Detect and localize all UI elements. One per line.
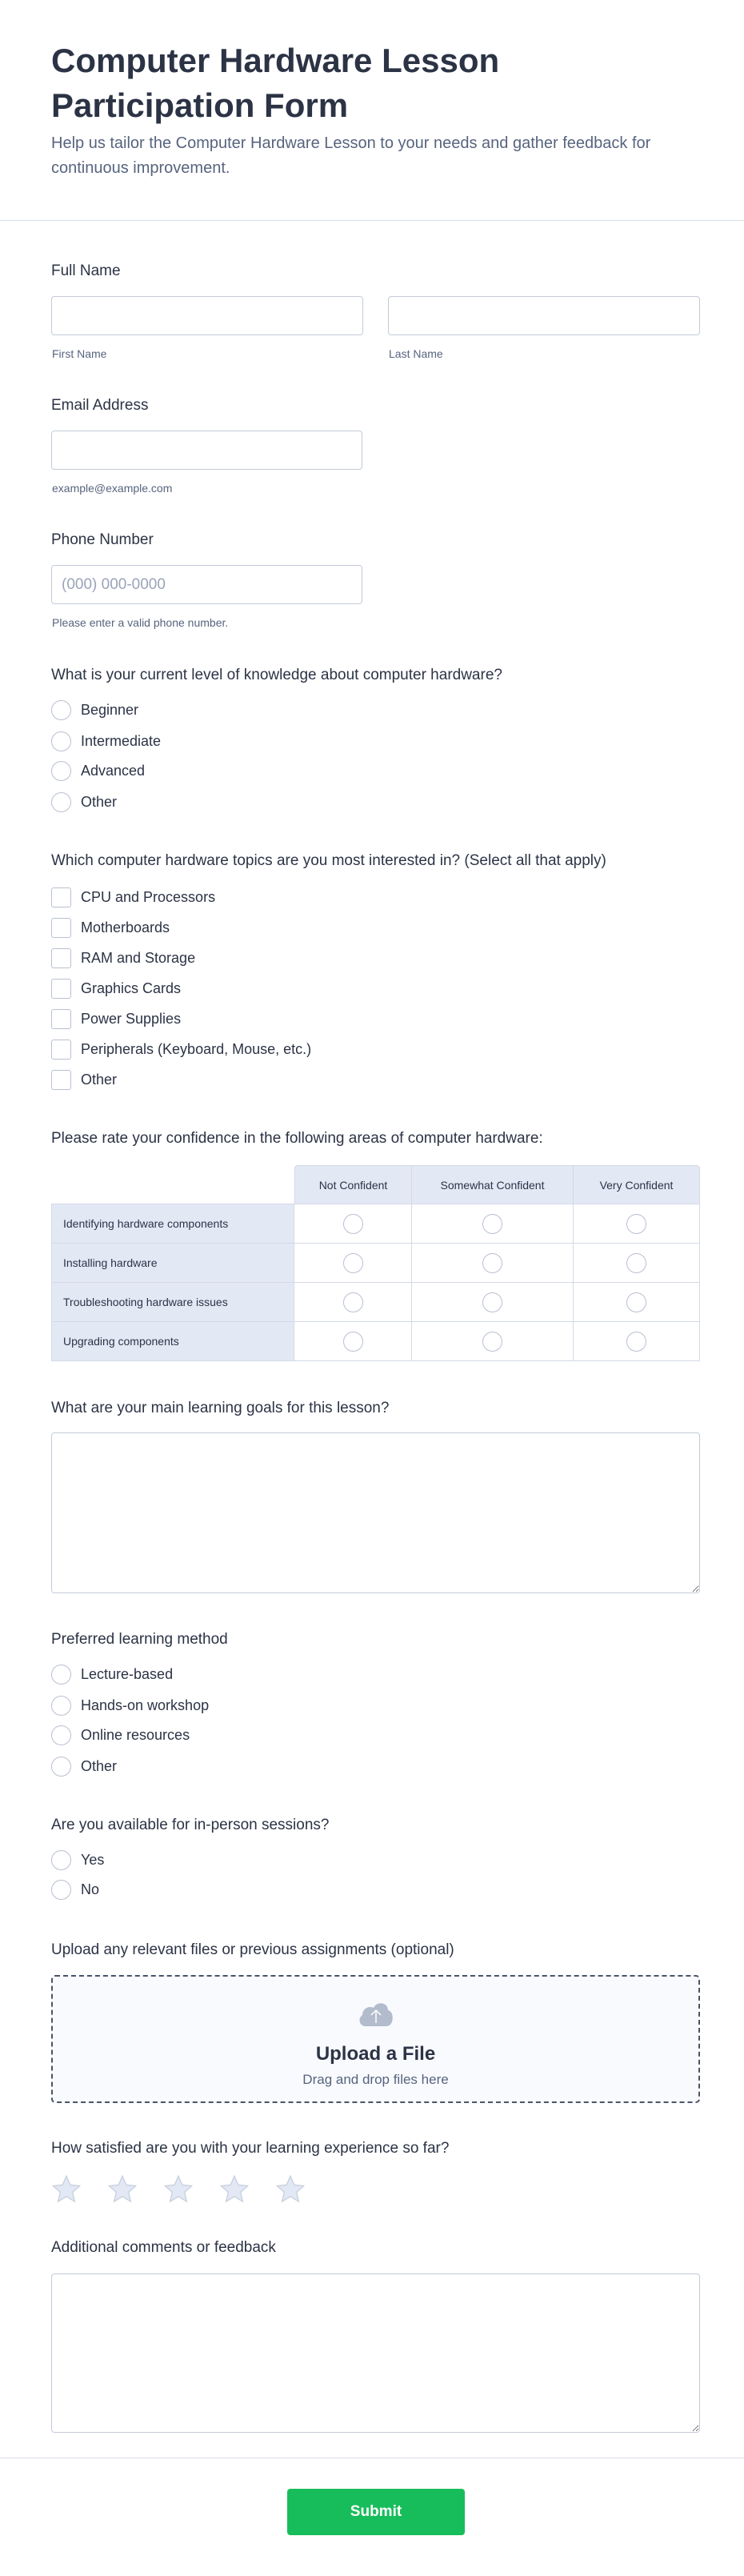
topic-option[interactable] (51, 1068, 117, 1091)
phone-sublabel: Please enter a valid phone number. (52, 616, 229, 629)
topic-option[interactable] (51, 916, 170, 939)
option-label: Yes (81, 1851, 105, 1868)
full-name-label: Full Name (51, 262, 121, 279)
option-label: Power Supplies (81, 1010, 182, 1027)
file-upload-dropzone[interactable] (51, 1975, 700, 2103)
star-icon[interactable] (218, 2173, 250, 2205)
radio-button[interactable] (482, 1214, 502, 1234)
available-option[interactable] (51, 1878, 99, 1901)
checkbox[interactable] (51, 948, 71, 968)
knowledge-option[interactable] (51, 699, 138, 721)
knowledge-label: What is your current level of knowledge about computer hardware? (51, 667, 502, 683)
radio-button[interactable] (343, 1253, 363, 1273)
option-label: Intermediate (81, 732, 162, 749)
star-icon[interactable] (106, 2173, 138, 2205)
available-option[interactable] (51, 1849, 104, 1871)
radio-button[interactable] (51, 731, 71, 751)
option-label: Other (81, 1757, 118, 1774)
option-label: Beginner (81, 701, 139, 718)
topic-option[interactable] (51, 1008, 181, 1030)
phone-label: Phone Number (51, 531, 154, 548)
matrix-corner (51, 1165, 294, 1204)
checkbox[interactable] (51, 979, 71, 999)
option-label: Motherboards (81, 919, 170, 935)
radio-button[interactable] (343, 1214, 363, 1234)
checkbox[interactable] (51, 1009, 71, 1029)
email-sublabel: example@example.com (52, 482, 173, 495)
option-label: Other (81, 793, 118, 810)
radio-button[interactable] (51, 792, 71, 812)
radio-button[interactable] (626, 1253, 646, 1273)
first-name-sublabel: First Name (52, 347, 107, 360)
goals-label: What are your main learning goals for this lesson? (51, 1400, 390, 1416)
radio-button[interactable] (482, 1332, 502, 1352)
radio-button[interactable] (343, 1292, 363, 1312)
topic-option[interactable] (51, 1038, 311, 1060)
phone-placeholder: (000) 000-0000 (62, 575, 166, 593)
star-icon[interactable] (50, 2173, 82, 2205)
topic-option[interactable] (51, 886, 215, 908)
option-label: Graphics Cards (81, 980, 182, 996)
matrix-row (51, 1204, 700, 1244)
cloud-upload-icon (356, 1999, 396, 2028)
matrix-row (51, 1322, 700, 1361)
submit-button[interactable]: Submit (287, 2489, 465, 2535)
topic-option[interactable] (51, 977, 181, 1000)
radio-button[interactable] (51, 700, 71, 720)
radio-button[interactable] (51, 1725, 71, 1745)
radio-button[interactable] (626, 1292, 646, 1312)
method-option[interactable] (51, 1694, 209, 1717)
upload-subtitle: Drag and drop files here (302, 2072, 449, 2087)
row-label: Troubleshooting hardware issues (51, 1283, 294, 1322)
checkbox[interactable] (51, 1070, 71, 1090)
column-header: Somewhat Confident (412, 1165, 574, 1204)
option-label: Peripherals (Keyboard, Mouse, etc.) (81, 1040, 312, 1057)
confidence-label: Please rate your confidence in the following areas of computer hardware: (51, 1130, 543, 1147)
star-icon[interactable] (162, 2173, 194, 2205)
method-label: Preferred learning method (51, 1631, 228, 1648)
upload-title: Upload a File (315, 2043, 436, 2065)
option-label: Online resources (81, 1726, 190, 1743)
knowledge-option[interactable] (51, 791, 117, 813)
email-input[interactable] (51, 431, 362, 470)
row-label: Identifying hardware components (51, 1204, 294, 1244)
radio-button[interactable] (51, 1757, 71, 1777)
comments-textarea[interactable] (51, 2274, 700, 2433)
matrix-row (51, 1283, 700, 1322)
phone-input[interactable] (51, 565, 362, 604)
first-name-input[interactable] (51, 296, 363, 335)
method-option[interactable] (51, 1755, 117, 1777)
available-label: Are you available for in-person sessions? (51, 1817, 330, 1833)
method-option[interactable] (51, 1663, 173, 1685)
radio-button[interactable] (343, 1332, 363, 1352)
topic-option[interactable] (51, 947, 195, 969)
confidence-matrix (51, 1165, 700, 1361)
radio-button[interactable] (51, 1880, 71, 1900)
column-header: Not Confident (294, 1165, 412, 1204)
row-label: Installing hardware (51, 1244, 294, 1283)
radio-button[interactable] (626, 1214, 646, 1234)
radio-button[interactable] (51, 1665, 71, 1685)
matrix-row (51, 1244, 700, 1283)
checkbox[interactable] (51, 1040, 71, 1060)
radio-button[interactable] (51, 1850, 71, 1870)
header-divider (0, 220, 744, 221)
radio-button[interactable] (51, 761, 71, 781)
option-label: Advanced (81, 762, 146, 779)
radio-button[interactable] (51, 1696, 71, 1716)
last-name-input[interactable] (388, 296, 700, 335)
knowledge-option[interactable] (51, 730, 161, 752)
option-label: Other (81, 1071, 118, 1088)
checkbox[interactable] (51, 918, 71, 938)
star-icon[interactable] (274, 2173, 306, 2205)
email-label: Email Address (51, 397, 149, 414)
radio-button[interactable] (626, 1332, 646, 1352)
knowledge-option[interactable] (51, 759, 145, 782)
option-label: CPU and Processors (81, 888, 216, 905)
form-description: Help us tailor the Computer Hardware Lesson to your needs and gather feedback for continuous improvement. (51, 134, 651, 177)
satisfaction-label: How satisfied are you with your learning experience so far? (51, 2140, 450, 2157)
checkbox[interactable] (51, 887, 71, 907)
option-label: Lecture-based (81, 1665, 174, 1682)
radio-button[interactable] (482, 1292, 502, 1312)
option-label: No (81, 1881, 100, 1897)
upload-label: Upload any relevant files or previous assignments (optional) (51, 1941, 454, 1958)
radio-button[interactable] (482, 1253, 502, 1273)
row-label: Upgrading components (51, 1322, 294, 1361)
option-label: Hands-on workshop (81, 1697, 210, 1713)
last-name-sublabel: Last Name (389, 347, 443, 360)
form-title: Computer Hardware Lesson Participation Form (51, 42, 500, 124)
topics-label: Which computer hardware topics are you most interested in? (Select all that apply) (51, 852, 606, 869)
goals-textarea[interactable] (51, 1432, 700, 1593)
comments-label: Additional comments or feedback (51, 2239, 276, 2256)
option-label: RAM and Storage (81, 949, 196, 966)
method-option[interactable] (51, 1724, 190, 1746)
column-header: Very Confident (574, 1165, 700, 1204)
